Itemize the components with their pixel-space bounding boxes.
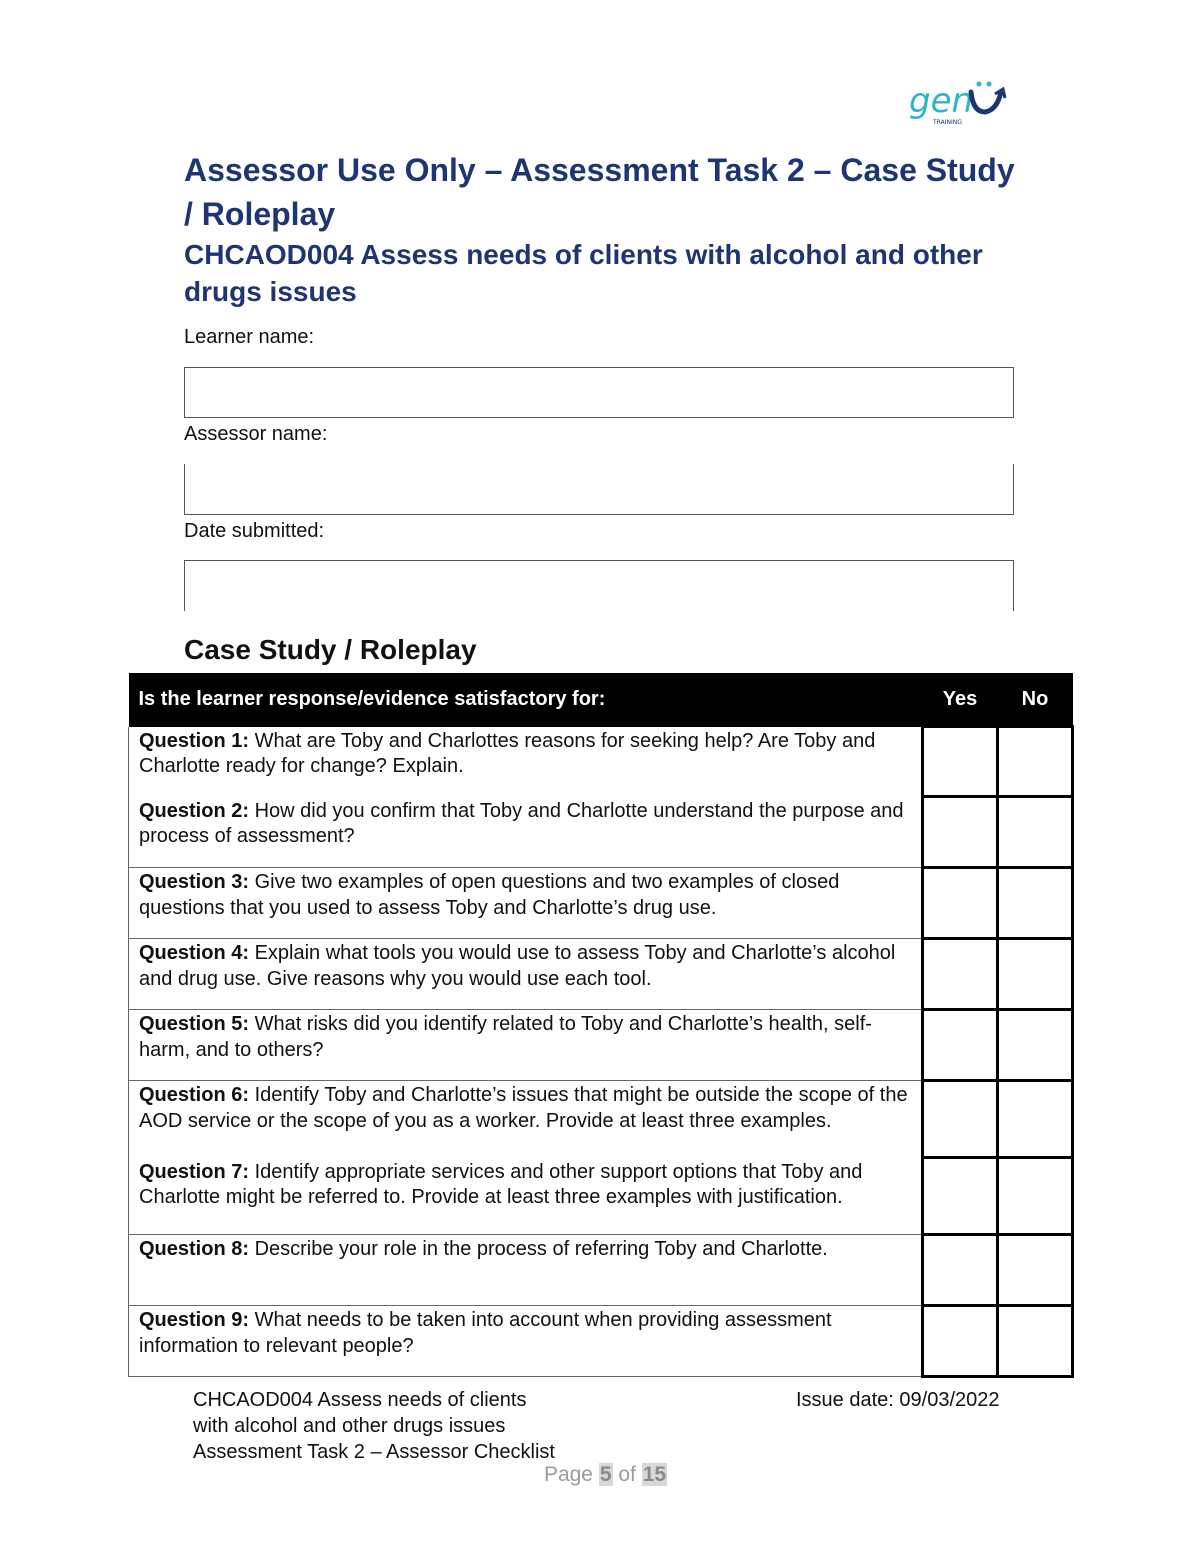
yes-checkbox[interactable] (923, 797, 998, 868)
question-cell (129, 797, 923, 868)
table-row (129, 1306, 1073, 1377)
yes-checkbox[interactable] (923, 727, 998, 797)
table-row (129, 727, 1073, 797)
question-text: Identify Toby and Charlotte’s issues that might be outside the scope of the AOD service or the scope of you as a worker. Provide at least three examples. (139, 1084, 908, 1132)
page-current: 5 (599, 1463, 612, 1486)
yes-checkbox[interactable] (923, 1010, 998, 1081)
learner-name-field[interactable] (184, 367, 1014, 418)
question-cell (129, 1010, 923, 1081)
date-submitted-field[interactable] (184, 560, 1014, 611)
table-row (129, 868, 1073, 939)
footer-line-3: Assessment Task 2 – Assessor Checklist (193, 1441, 555, 1463)
yes-checkbox[interactable] (923, 868, 998, 939)
question-label: Question 5: (139, 1013, 250, 1035)
assessor-name-field[interactable] (184, 464, 1014, 515)
question-cell (129, 1158, 923, 1235)
question-label: Question 9: (139, 1309, 250, 1331)
yes-checkbox[interactable] (923, 1158, 998, 1235)
table-row (129, 1081, 1073, 1158)
no-checkbox[interactable] (998, 939, 1073, 1010)
question-text: What are Toby and Charlottes reasons for seeking help? Are Toby and Charlotte ready for change? Explain. (139, 729, 876, 777)
no-column-header: No (998, 673, 1073, 727)
no-checkbox[interactable] (998, 797, 1073, 868)
no-checkbox[interactable] (998, 868, 1073, 939)
table-row (129, 1010, 1073, 1081)
no-checkbox[interactable] (998, 1306, 1073, 1377)
page-number (0, 1463, 1200, 1487)
page-total: 15 (642, 1463, 667, 1486)
logo-u-mark (971, 92, 1001, 112)
question-text: What risks did you identify related to Toby and Charlotte’s health, self-harm, and to others? (139, 1013, 872, 1061)
logo-subtext: TRAINING (933, 119, 962, 126)
page-of: of (612, 1463, 642, 1486)
footer-line-2: with alcohol and other drugs issues (193, 1415, 506, 1437)
page-prefix: Page (543, 1463, 599, 1486)
question-label: Question 7: (139, 1160, 250, 1183)
question-cell (129, 1081, 923, 1158)
question-cell (129, 727, 923, 797)
yes-column-header: Yes (923, 673, 998, 727)
logo-dot-right (987, 82, 992, 87)
question-label: Question 6: (139, 1084, 250, 1106)
yes-checkbox[interactable] (923, 1235, 998, 1306)
table-header-row (129, 673, 1073, 727)
question-label: Question 8: (139, 1238, 250, 1260)
table-row (129, 939, 1073, 1010)
table-row (129, 1235, 1073, 1306)
question-column-header: Is the learner response/evidence satisfactory for: (129, 673, 923, 727)
logo-text: gen (909, 81, 974, 121)
footer-issue-date: Issue date: 09/03/2022 (796, 1389, 1000, 1411)
question-text: Give two examples of open questions and two examples of closed questions that you used to assess Toby and Charlotte’s drug use. (139, 871, 840, 919)
question-label: Question 3: (139, 871, 250, 893)
question-label: Question 2: (139, 799, 250, 822)
page-title: Assessor Use Only – Assessment Task 2 – Case Study / Roleplay (184, 152, 1015, 232)
yes-checkbox[interactable] (923, 939, 998, 1010)
table-row (129, 797, 1073, 868)
assessor-name-label: Assessor name: (184, 423, 328, 445)
unit-subtitle: CHCAOD004 Assess needs of clients with alcohol and other drugs issues (184, 239, 983, 307)
yes-checkbox[interactable] (923, 1081, 998, 1158)
question-cell (129, 939, 923, 1010)
question-text: How did you confirm that Toby and Charlotte understand the purpose and process of assessment? (139, 799, 904, 847)
date-submitted-label: Date submitted: (184, 520, 325, 542)
question-text: Identify appropriate services and other support options that Toby and Charlotte might be referred to. Provide at least three examples with justification. (139, 1160, 863, 1208)
gen-u-training-logo (905, 78, 1010, 133)
logo-dot-left (977, 82, 982, 87)
no-checkbox[interactable] (998, 1158, 1073, 1235)
yes-checkbox[interactable] (923, 1306, 998, 1377)
section-heading: Case Study / Roleplay (184, 634, 477, 665)
question-cell (129, 1306, 923, 1377)
question-cell (129, 868, 923, 939)
no-checkbox[interactable] (998, 727, 1073, 797)
question-label: Question 4: (139, 942, 250, 964)
footer-line-1: CHCAOD004 Assess needs of clients (193, 1389, 527, 1411)
no-checkbox[interactable] (998, 1010, 1073, 1081)
learner-name-label: Learner name: (184, 326, 315, 348)
question-text: Describe your role in the process of referring Toby and Charlotte. (249, 1238, 828, 1260)
question-text: What needs to be taken into account when providing assessment information to relevant people? (139, 1309, 832, 1357)
no-checkbox[interactable] (998, 1081, 1073, 1158)
question-cell (129, 1235, 923, 1306)
assessor-checklist-table (128, 673, 1074, 1378)
question-label: Question 1: (139, 729, 250, 752)
no-checkbox[interactable] (998, 1235, 1073, 1306)
footer-unit-info (193, 1387, 653, 1465)
question-text: Explain what tools you would use to assess Toby and Charlotte’s alcohol and drug use. Give reasons why you would use each tool. (139, 942, 896, 990)
table-row (129, 1158, 1073, 1235)
